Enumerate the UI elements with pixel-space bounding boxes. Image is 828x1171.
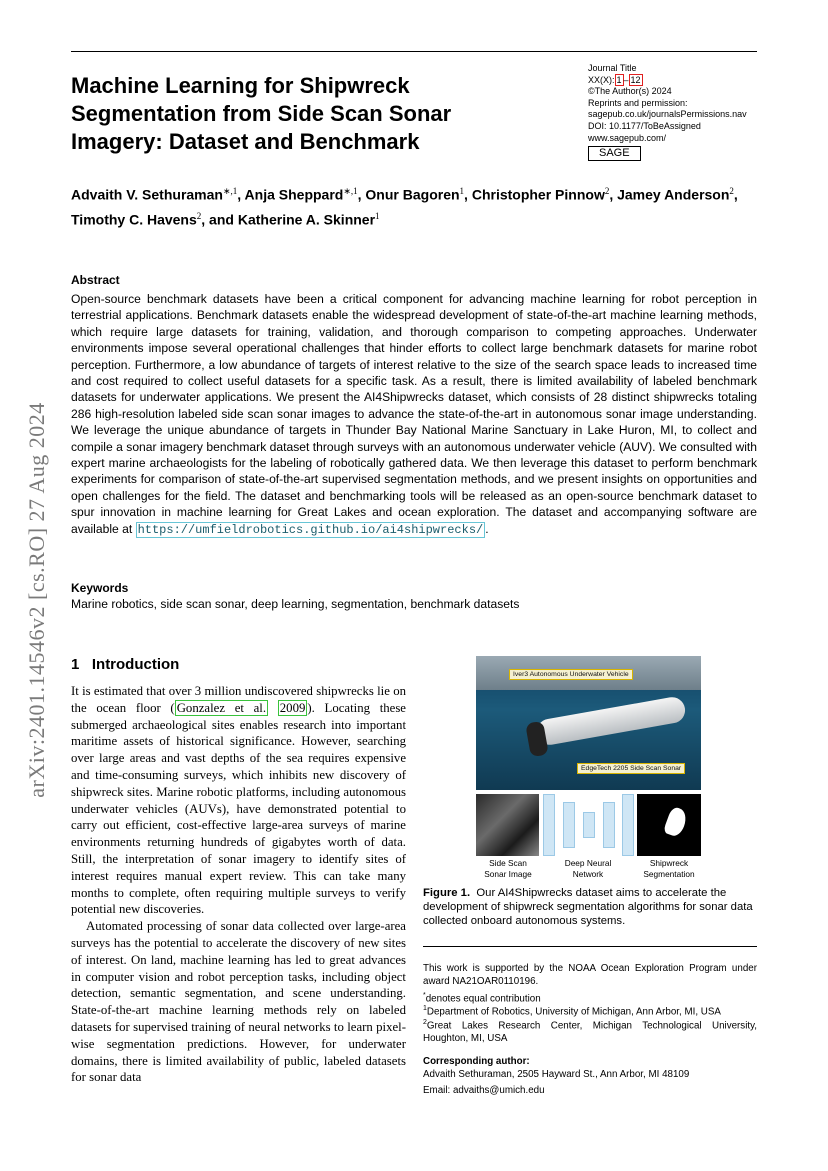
network-layer — [603, 802, 615, 848]
network-layer — [543, 794, 555, 856]
citation-year-link[interactable]: 2009 — [279, 700, 306, 715]
keywords-heading: Keywords — [71, 581, 129, 595]
auv-body — [535, 695, 687, 747]
label-sonar: Side Scan Sonar Image — [484, 858, 532, 879]
abstract-body: Open-source benchmark datasets have been a critical component for advancing machine learning for robot perception in terrestrial applications. Benchmark datasets enable the widespread development of state-of-the-art machine learning methods, which require large datasets for training, validation, and thorough comparison to competing approaches. Underwater environments impose several operational challenges that hinder efforts to collect large benchmark datasets for marine robot perception. Furthermore, a low abundance of targets of interest relative to the size of the search space leads to increased time and cost required to collect useful datasets for a specific task. As a result, there is limited availability of labeled benchmark datasets for underwater applications. We present the AI4Shipwrecks dataset, which consists of 28 distinct shipwrecks totaling 286 high-resolution labeled side scan sonar images to advance the state-of-the-art in autonomous sonar image understanding. We leverage the unique abundance of targets in Thunder Bay National Marine Sanctuary in Lake Huron, MI, to collect and compile a sonar imagery benchmark dataset through surveys with an autonomous underwater vehicle (AUV). We consulted with expert marine archaeologists for the labeling of robotically gathered data. We then leverage this dataset to perform benchmark experiments for comparison of state-of-the-art supervised segmentation methods, and we present insights on opportunities and open challenges for the field. The dataset and benchmarking tools will be released as an open-source benchmark dataset to spur innovation in machine learning for Great Lakes and ocean exploration. The dataset and accompanying software are available at https://umfieldrobotics.github.io/ai4shipwrecks/ . — [71, 292, 757, 537]
intro-body — [71, 683, 406, 1086]
reprints-url: sagepub.co.uk/journalsPermissions.nav — [588, 109, 747, 120]
page-start-link[interactable]: 1 — [616, 74, 622, 85]
intro-paragraph: It is estimated that over 3 million undiscovered shipwrecks lie on the ocean floor ( Gonzalez et al. 2009 ). Locating these submerged archaeological sites enables research into important maritime assets of historical significance. However, searching over large areas and vast depths of the sea requires expensive and time-consuming surveys, which inhibits new discovery of shipwreck sites. Marine robotic platforms, including autonomous underwater vehicles (AUVs), have demonstrated potential to carry out efficient, cost-effective large-area surveys of marine environments returning hundreds of gigabytes worth of data. Still, the interpretation of sonar imagery to identify sites of interest requires manual expert review. This can take many months to complete, often requiring multiple surveys to verify potential new discoveries. — [71, 684, 406, 917]
dataset-url-link[interactable]: https://umfieldrobotics.github.io/ai4shipwrecks/ — [137, 522, 484, 537]
keywords-text: Marine robotics, side scan sonar, deep learning, segmentation, benchmark datasets — [71, 597, 520, 611]
corresponding-email: Email: advaiths@umich.edu — [423, 1085, 545, 1096]
author-affiliation-mark: 2 — [604, 186, 610, 196]
author-name: Jamey Anderson — [617, 186, 730, 203]
corresponding-heading: Corresponding author: — [423, 1056, 530, 1067]
network-layer — [563, 802, 575, 848]
journal-info — [588, 63, 747, 161]
reprints: Reprints and permission: — [588, 97, 688, 108]
citation-link[interactable]: Gonzalez et al. — [176, 700, 267, 715]
network-diagram — [541, 794, 635, 856]
label-segmentation: Shipwreck Segmentation — [643, 858, 695, 879]
sonar-image — [476, 794, 539, 856]
author-separator: , — [609, 186, 618, 203]
intro-paragraph: Automated processing of sonar data collected over large-area surveys has the potential to accelerate the discovery of new sites of interest. On land, machine learning has led to great advances in computer vision and robot perception tasks, including object detection, semantic segmentation, and scene understanding. State-of-the-art machine learning methods rely on labeled datasets for supervised training of neural networks to learn pixel-wise segmentation predictions. However, for underwater domains, there is limited availability of public, labeled datasets for sonar data — [71, 919, 406, 1085]
author-affiliation-mark: 1 — [459, 186, 465, 196]
author-name: Anja Sheppard — [244, 186, 344, 203]
paper-title: Machine Learning for Shipwreck Segmentation from Side Scan Sonar Imagery: Dataset and Benchmark — [71, 73, 452, 154]
author-affiliation-mark: 2 — [196, 210, 202, 221]
journal-title: Journal Title — [588, 63, 637, 73]
abstract-heading: Abstract — [71, 273, 120, 287]
sonar-device-label: EdgeTech 2205 Side Scan Sonar — [577, 763, 685, 774]
author-affiliation-mark: ∗,1 — [343, 186, 358, 196]
author-affiliation-mark: 1 — [375, 210, 380, 221]
network-layer — [622, 794, 634, 856]
footnote-rule — [423, 946, 757, 947]
journal-pages: XX(X): 1 – 12 — [588, 74, 641, 85]
section-heading-introduction: 1 Introduction — [71, 656, 180, 673]
author-name: Katherine A. Skinner — [237, 211, 376, 228]
shipwreck-mask — [663, 806, 689, 838]
doi: DOI: 10.1177/ToBeAssigned — [588, 120, 701, 131]
funding-note: This work is supported by the NOAA Ocean Exploration Program under award NA21OAR0110196. — [423, 963, 757, 987]
label-network: Deep Neural Network — [564, 858, 612, 879]
author-name: Onur Bagoren — [365, 186, 460, 203]
affiliation-2: $^2$Great Lakes Research Center, Michigan Technological University, Houghton, MI, USA — [423, 1019, 757, 1045]
arxiv-id[interactable]: arXiv:2401.14546v2 [cs.RO] 27 Aug 2024 — [24, 402, 49, 798]
author-separator: , — [237, 186, 245, 203]
author-name: Timothy C. Havens — [71, 211, 197, 228]
affiliation-1: $^1$Department of Robotics, University of Michigan, Ann Arbor, MI, USA — [423, 1005, 721, 1018]
author-name: Advaith V. Sethuraman — [71, 186, 223, 203]
network-layer — [583, 812, 595, 838]
corresponding-address: Advaith Sethuraman, 2505 Hayward St., Ann Arbor, MI 48109 — [423, 1069, 690, 1080]
website: www.sagepub.com/ — [588, 132, 667, 143]
author-affiliation-mark: ∗,1 — [222, 186, 238, 196]
copyright: ©The Author(s) 2024 — [588, 86, 672, 97]
segmentation-image — [637, 794, 701, 856]
author-separator: , and — [201, 211, 238, 228]
equal-contribution-note: *denotes equal contribution — [423, 992, 541, 1005]
auv-photo — [476, 656, 701, 790]
author-affiliation-mark: 2 — [729, 186, 734, 196]
sage-logo: SAGE — [588, 146, 641, 161]
author-name: Christopher Pinnow — [471, 186, 605, 203]
author-list — [71, 181, 761, 230]
figure-caption: Figure 1. Our AI4Shipwrecks dataset aims to accelerate the development of shipwreck segmentation algorithms for sonar data collected onboard autonomous systems. — [423, 887, 753, 927]
auv-label: Iver3 Autonomous Underwater Vehicle — [509, 669, 633, 680]
author-separator: , — [357, 186, 366, 203]
top-rule — [71, 51, 757, 52]
author-separator: , — [464, 186, 472, 203]
page-end-link[interactable]: 12 — [630, 74, 641, 85]
author-separator: , — [733, 186, 738, 203]
